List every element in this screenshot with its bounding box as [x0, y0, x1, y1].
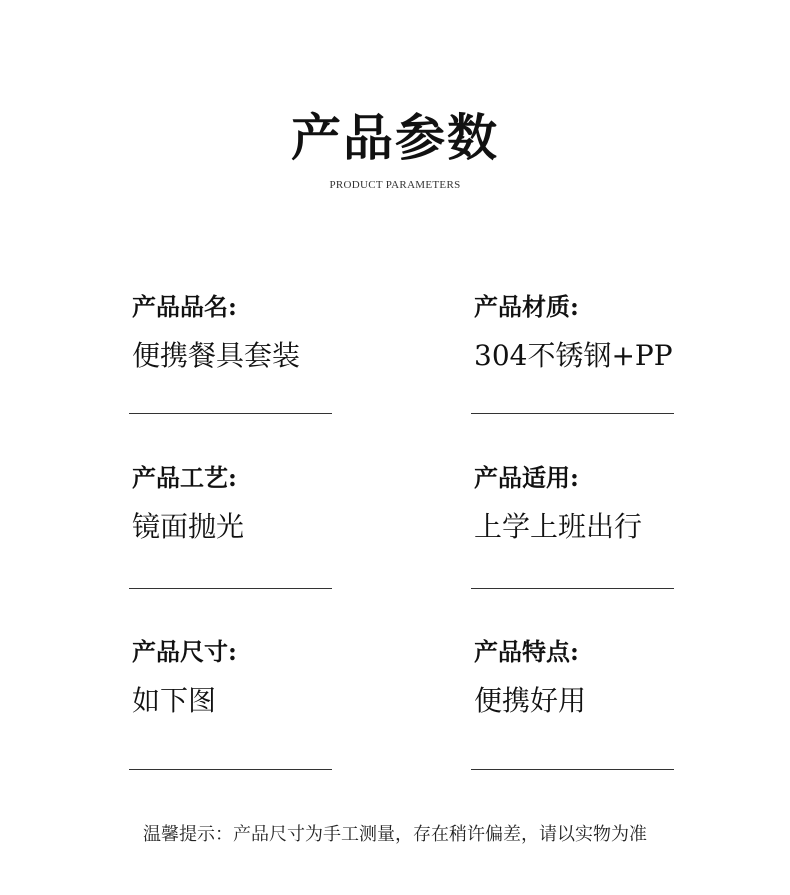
param-value: 上学上班出行	[474, 510, 643, 543]
page-title: 产品参数	[291, 108, 499, 167]
param-label: 产品工艺:	[132, 463, 237, 492]
page-subtitle: PRODUCT PARAMETERS	[329, 179, 461, 191]
param-value: 镜面抛光	[132, 510, 245, 543]
divider-line	[471, 588, 674, 589]
param-label: 产品适用:	[474, 463, 579, 492]
divider-line	[129, 588, 332, 589]
measurement-note: 温馨提示：产品尺寸为手工测量，存在稍许偏差，请以实物为准	[143, 824, 647, 845]
divider-line	[129, 769, 332, 770]
divider-line	[471, 769, 674, 770]
param-label: 产品品名:	[132, 292, 237, 321]
param-value: 便携好用	[474, 684, 587, 717]
param-label: 产品尺寸:	[132, 637, 237, 666]
param-value: 304不锈钢+PP	[474, 339, 673, 372]
param-label: 产品特点:	[474, 637, 579, 666]
param-label: 产品材质:	[474, 292, 579, 321]
param-value: 便携餐具套装	[132, 339, 301, 372]
param-value: 如下图	[132, 684, 217, 717]
divider-line	[129, 413, 332, 414]
divider-line	[471, 413, 674, 414]
